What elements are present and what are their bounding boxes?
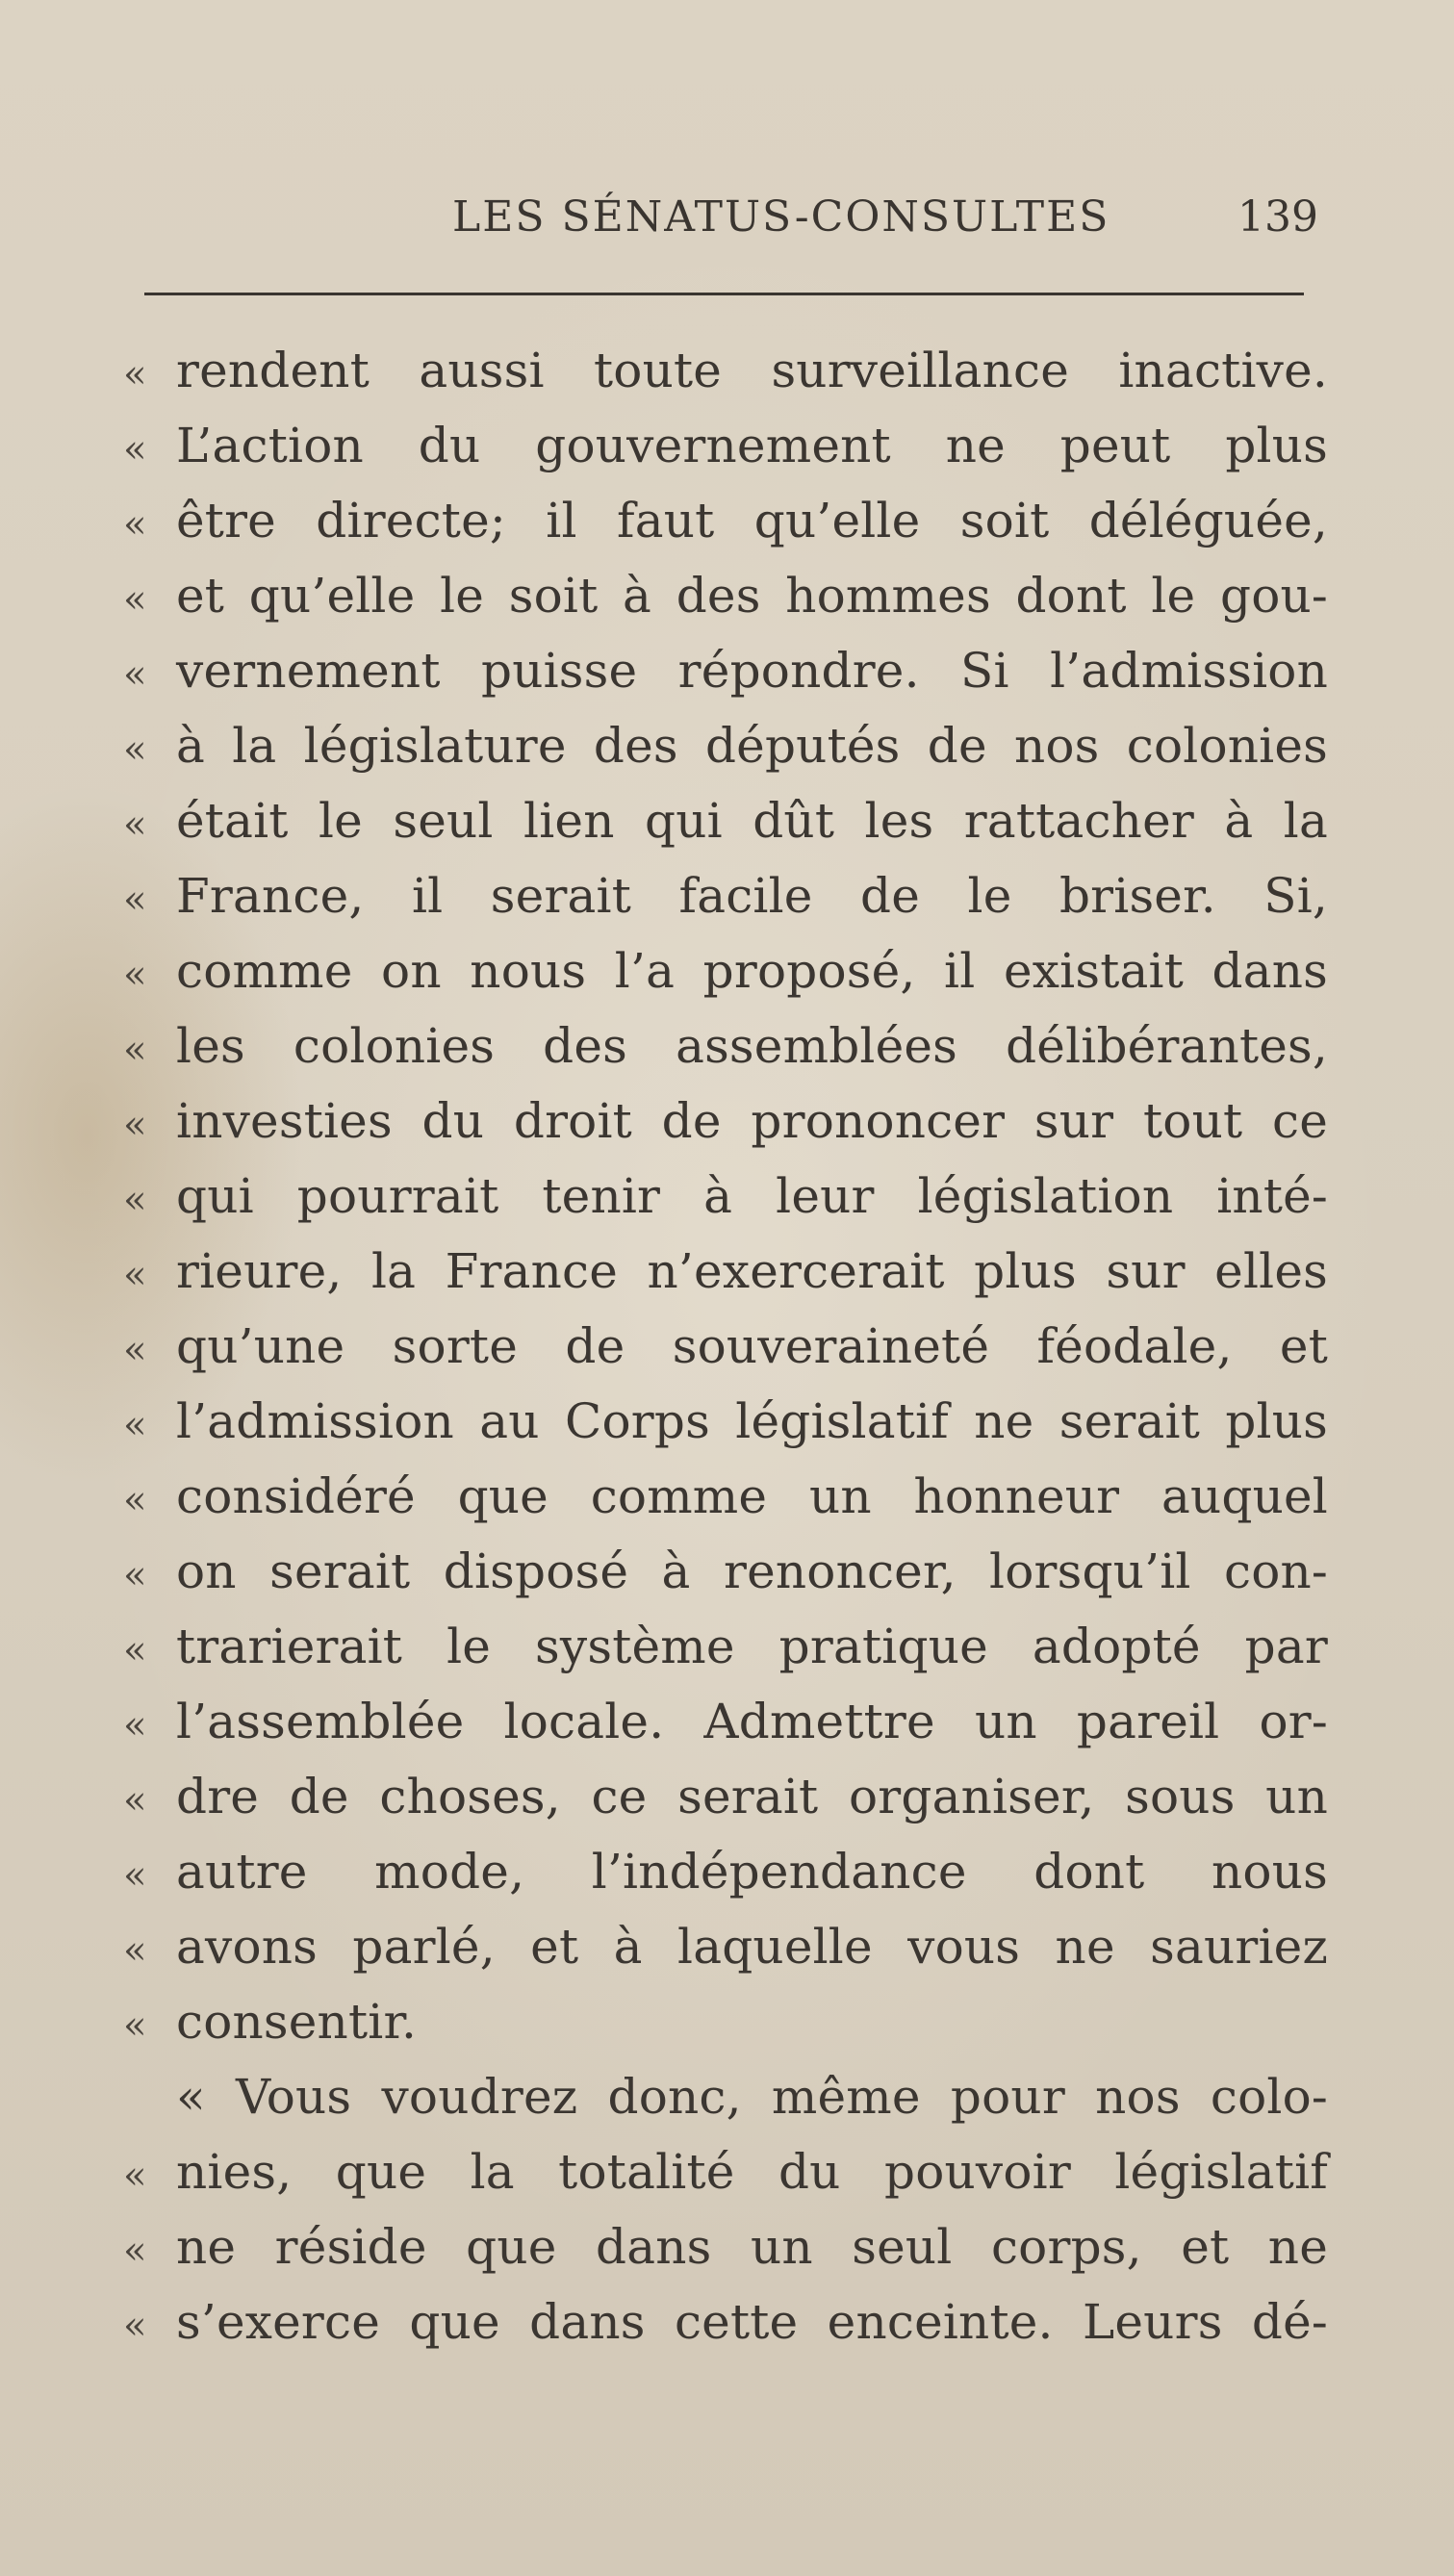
text-line [123,708,1328,783]
text-line [123,933,1328,1008]
line-text: l’admission au Corps législatif ne serait plus [176,1393,1328,1449]
line-text: considéré que comme un honneur auquel [176,1468,1328,1524]
line-text: et qu’elle le soit à des hommes dont le gou- [176,568,1328,624]
guillemet-mark: « [123,1553,147,1597]
page-number: 139 [1237,192,1318,242]
line-text: à la législature des députés de nos colonies [176,718,1328,774]
guillemet-mark: « [123,1853,147,1898]
guillemet-mark: « [123,1028,147,1072]
line-text: vernement puisse répondre. Si l’admission [176,643,1328,699]
line-text: avons parlé, et à laquelle vous ne sauriez [176,1919,1328,1975]
guillemet-mark: « [123,502,147,547]
guillemet-mark: « [123,1103,147,1147]
line-text: comme on nous l’a proposé, il existait dans [176,943,1328,999]
text-line [123,2209,1328,2284]
text-line [123,558,1328,633]
line-text: les colonies des assemblées délibérantes, [176,1018,1328,1074]
text-line [123,1159,1328,1234]
line-text: trarierait le système pratique adopté par [176,1619,1328,1674]
line-text: qu’une sorte de souveraineté féodale, et [176,1318,1328,1374]
line-text: ne réside que dans un seul corps, et ne [176,2219,1328,2275]
text-line [123,2134,1328,2209]
text-line [123,1984,1328,2059]
guillemet-mark: « [123,1778,147,1823]
guillemet-mark: « [123,2003,147,2048]
line-text: qui pourrait tenir à leur législation inté- [176,1168,1328,1224]
text-line [123,1309,1328,1384]
line-text: L’action du gouvernement ne peut plus [176,418,1328,473]
line-text: rendent aussi toute surveillance inactive. [176,343,1328,398]
text-line [123,1084,1328,1159]
running-head [135,192,1328,250]
text-line [123,1759,1328,1834]
line-text: nies, que la totalité du pouvoir législatif [176,2144,1328,2200]
guillemet-mark: « [123,727,147,772]
guillemet-mark: « [123,427,147,472]
text-line [123,483,1328,558]
line-text: consentir. [176,1994,418,2050]
text-line [123,1534,1328,1609]
guillemet-mark: « [123,2229,147,2273]
text-line [123,2059,1328,2134]
guillemet-mark: « [123,352,147,396]
line-text: s’exerce que dans cette enceinte. Leurs dé- [176,2294,1328,2350]
text-line [123,1459,1328,1534]
guillemet-mark: « [123,1628,147,1672]
text-line [123,408,1328,483]
guillemet-mark: « [123,1253,147,1297]
text-line [123,1609,1328,1684]
text-line [123,1384,1328,1459]
guillemet-mark: « [123,2154,147,2198]
line-text: être directe; il faut qu’elle soit déléguée, [176,493,1328,548]
text-line [123,633,1328,708]
guillemet-mark: « [123,652,147,697]
body-text [123,333,1328,2359]
text-line [123,783,1328,858]
line-text: on serait disposé à renoncer, lorsqu’il con- [176,1543,1328,1599]
line-text: « Vous voudrez donc, même pour nos colo- [176,2069,1328,2125]
line-text: investies du droit de prononcer sur tout ce [176,1093,1328,1149]
guillemet-mark: « [123,1928,147,1973]
text-line [123,1008,1328,1084]
guillemet-mark: « [123,1403,147,1447]
guillemet-mark: « [123,1178,147,1222]
guillemet-mark: « [123,803,147,847]
guillemet-mark: « [123,1478,147,1522]
line-text: était le seul lien qui dût les rattacher à la [176,793,1328,849]
guillemet-mark: « [123,1703,147,1747]
line-text: autre mode, l’indépendance dont nous [176,1844,1328,1900]
text-line [123,1684,1328,1759]
text-line [123,858,1328,933]
text-line [123,1909,1328,1984]
guillemet-mark: « [123,2304,147,2348]
header-rule [144,293,1304,295]
running-title: LES SÉNATUS-CONSULTES [452,192,1110,242]
line-text: l’assemblée locale. Admettre un pareil or- [176,1694,1328,1749]
guillemet-mark: « [123,1328,147,1372]
guillemet-mark: « [123,953,147,997]
guillemet-mark: « [123,878,147,922]
line-text: rieure, la France n’exercerait plus sur elles [176,1243,1328,1299]
text-line [123,2284,1328,2359]
line-text: dre de choses, ce serait organiser, sous un [176,1769,1328,1824]
text-line [123,1834,1328,1909]
text-line [123,333,1328,408]
line-text: France, il serait facile de le briser. Si, [176,868,1328,924]
guillemet-mark: « [123,577,147,622]
text-line [123,1234,1328,1309]
